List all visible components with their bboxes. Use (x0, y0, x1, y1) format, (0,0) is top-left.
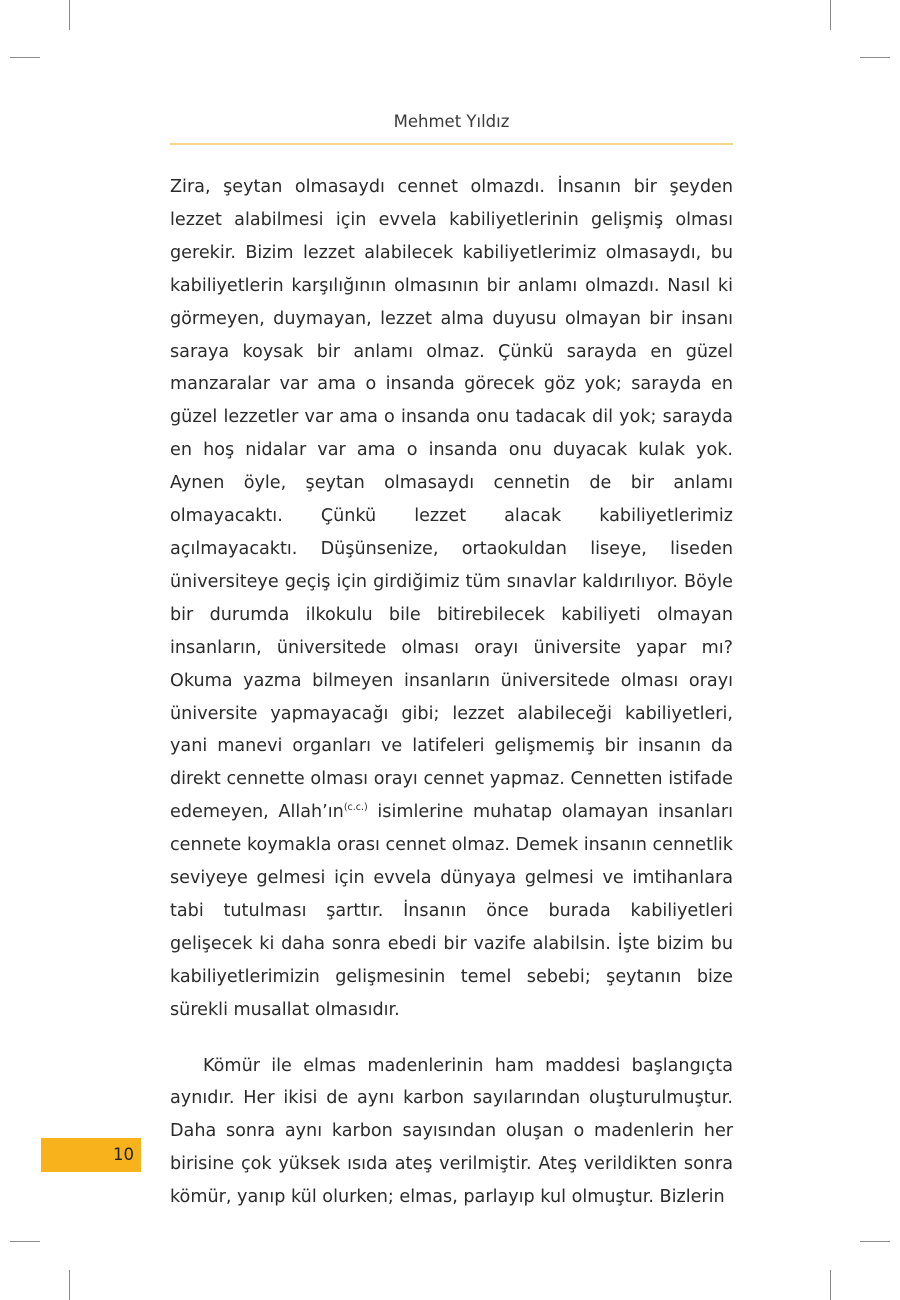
header-rule (170, 143, 733, 145)
honorific-superscript: (c.c.) (343, 802, 368, 814)
paragraph-2: Kömür ile elmas madenlerinin ham maddesi başlangıçta aynıdır. Her ikisi de aynı karbon sayılarından oluşturulmuştur. Daha sonra aynı karbon sayısından oluşan o madenlerin her birisine çok yüksek ısıda ateş verilmiştir. Ateş verildikten sonra kömür, yanıp kül olurken; elmas, parlayıp kul olmuştur. Bizlerin (170, 1055, 733, 1208)
crop-mark-bottom-left-vertical (69, 1270, 70, 1300)
paragraph-1-text: Zira, şeytan olmasaydı cennet olmazdı. İnsanın bir şeyden lezzet alabilmesi için evvela kabiliyetlerinin gelişmiş olması gerekir. Bizim lezzet alabilecek kabiliyetlerimiz olmasaydı, bu kabiliyetlerin karşılığının olmasının bir anlamı olmazdı. Nasıl ki görmeyen, duymayan, lezzet alma duyusu olmayan bir insanı saraya koysak bir anlamı olmaz. Çünkü sarayda en güzel manzaralar var ama o insanda görecek göz yok; sarayda en güzel lezzetler var ama o insanda onu tadacak dil yok; sarayda en hoş nidalar var ama o insanda onu duyacak kulak yok. Aynen öyle, şeytan olmasaydı cennetin de bir anlamı olmayacaktı. Çünkü lezzet alacak kabiliyetlerimiz açılmayacaktı. Düşünsenize, ortaokuldan liseye, liseden üniversiteye geçiş için girdiğimiz tüm sınavlar kaldırılıyor. Böyle bir durumda ilkokulu bile bitirebilecek kabiliyeti olmayan insanların, üniversitede olması orayı üniversite yapar mı? Okuma yazma bilmeyen insanların üniversitede olması orayı üniversite yapmayacağı gibi; lezzet alabileceği kabiliyetleri, yani manevi organları ve latifeleri gelişmemiş bir insanın da direkt cennette olması orayı cennet yapmaz. Cennetten istifade edemeyen, Allah’ın (170, 177, 733, 823)
crop-mark-top-left-horizontal (10, 57, 40, 58)
crop-mark-top-right-horizontal (860, 57, 890, 58)
body-text (170, 171, 733, 1214)
crop-mark-top-left-vertical (69, 0, 70, 30)
crop-mark-bottom-left-horizontal (10, 1241, 40, 1242)
crop-mark-bottom-right-vertical (830, 1270, 831, 1300)
paragraph-1-continuation: isimlerine muhatap olamayan insanları cennete koymakla orası cennet olmaz. Demek insanın cennetlik seviyeye gelmesi için evvela dünyaya gelmesi ve imtihanlara tabi tutulması şarttır. İnsanın önce burada kabiliyetleri gelişecek ki daha sonra ebedi bir vazife alabilsin. İşte bizim bu kabiliyetlerimizin gelişmesinin temel sebebi; şeytanın bize sürekli musallat olmasıdır. (170, 802, 733, 1020)
running-header: Mehmet Yıldız (393, 112, 510, 131)
paragraph-1 (170, 171, 733, 1027)
crop-mark-top-right-vertical (830, 0, 831, 30)
crop-mark-bottom-right-horizontal (860, 1241, 890, 1242)
page-number-tab (41, 1138, 141, 1172)
page-number: 10 (113, 1145, 134, 1164)
